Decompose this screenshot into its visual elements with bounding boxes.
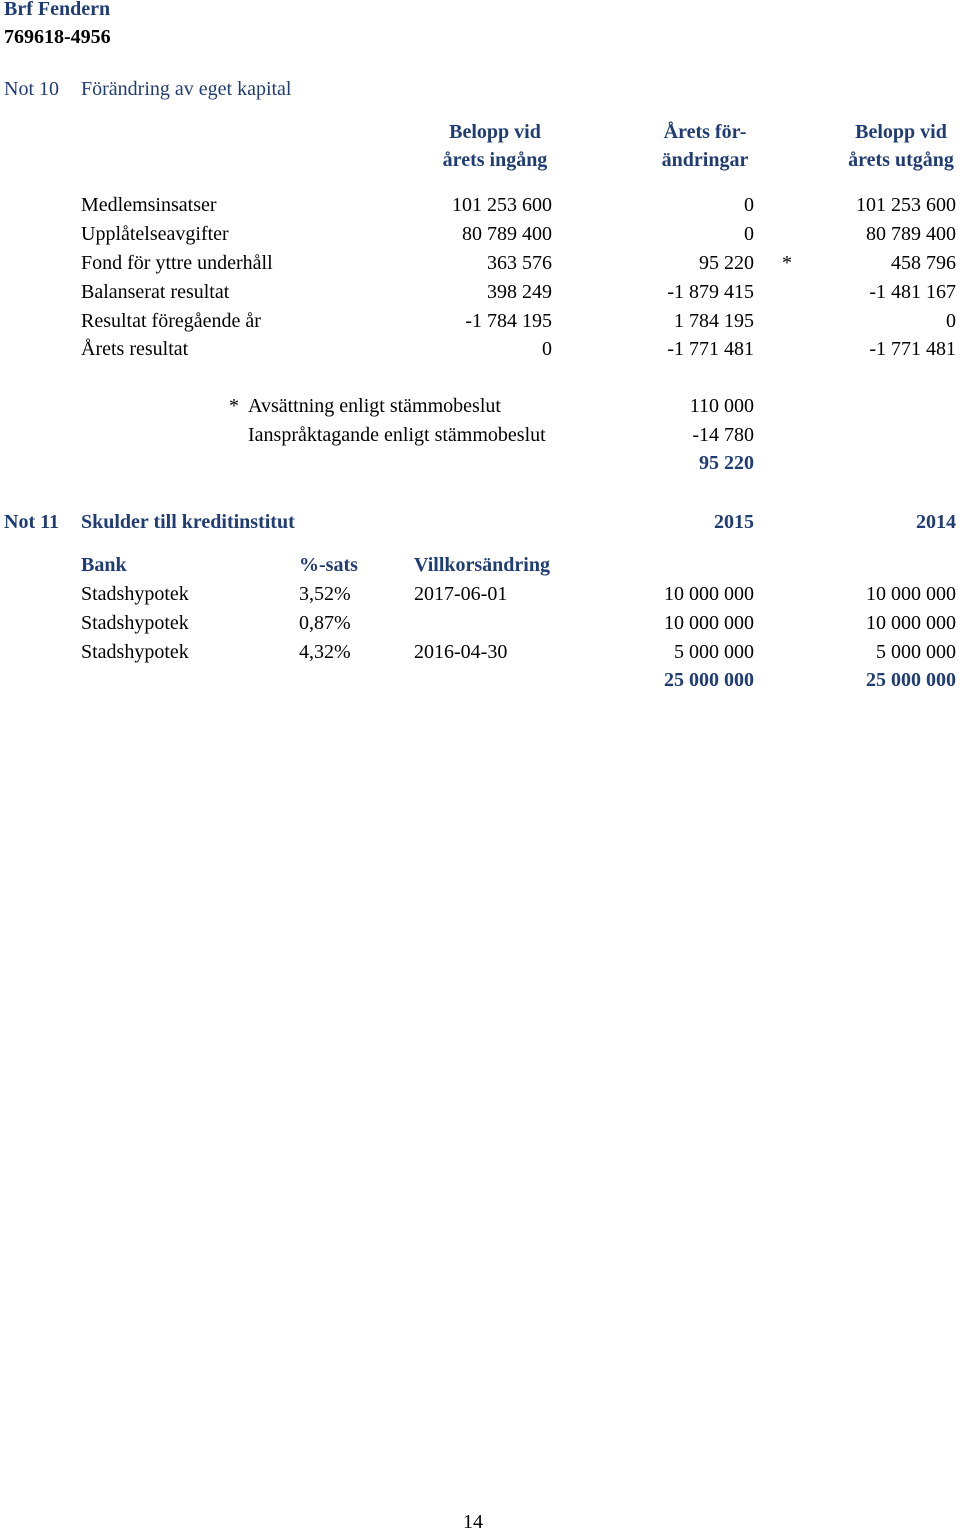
closing-value: 458 796 [891, 252, 956, 274]
opening-value: -1 784 195 [465, 310, 552, 332]
amount-year-2: 10 000 000 [866, 612, 956, 634]
row-label: Årets resultat [81, 338, 189, 360]
column-header-rate: %-sats [299, 554, 358, 576]
closing-value: -1 481 167 [869, 281, 956, 303]
footnote-total: 95 220 [699, 452, 754, 474]
interest-rate: 0,87% [299, 612, 351, 634]
interest-rate: 4,32% [299, 641, 351, 663]
org-number: 769618-4956 [4, 26, 111, 48]
opening-value: 80 789 400 [462, 223, 552, 245]
opening-value: 398 249 [487, 281, 552, 303]
change-value: 0 [744, 223, 754, 245]
footnote-value: 110 000 [689, 395, 754, 417]
opening-value: 0 [542, 338, 552, 360]
column-header-opening: Belopp vid årets ingång [442, 121, 548, 171]
row-label: Fond för yttre underhåll [81, 252, 273, 274]
change-value: -1 879 415 [667, 281, 754, 303]
total-year-1: 25 000 000 [664, 669, 754, 691]
row-label: Balanserat resultat [81, 281, 230, 303]
closing-value: -1 771 481 [869, 338, 956, 360]
term-date: 2016-04-30 [414, 641, 508, 663]
closing-value: 101 253 600 [856, 194, 956, 216]
column-header-change: Årets för- ändringar [661, 121, 749, 171]
total-year-2: 25 000 000 [866, 669, 956, 691]
footnote-marker: * [782, 252, 792, 274]
amount-year-1: 5 000 000 [674, 641, 754, 663]
footnote-marker: * [229, 395, 239, 417]
bank-name: Stadshypotek [81, 641, 189, 663]
row-label: Medlemsinsatser [81, 194, 217, 216]
footnote-label: Avsättning enligt stämmobeslut [248, 395, 501, 417]
amount-year-1: 10 000 000 [664, 583, 754, 605]
column-header-year-1: 2015 [714, 511, 754, 533]
footnote-label: Ianspråktagande enligt stämmobeslut [248, 424, 546, 446]
amount-year-2: 10 000 000 [866, 583, 956, 605]
note-10-number: Not 10 [4, 78, 59, 100]
opening-value: 101 253 600 [452, 194, 552, 216]
note-11-title: Skulder till kreditinstitut [81, 511, 295, 533]
page-number: 14 [463, 1511, 483, 1533]
amount-year-1: 10 000 000 [664, 612, 754, 634]
org-name: Brf Fendern [4, 0, 111, 20]
interest-rate: 3,52% [299, 583, 351, 605]
change-value: 95 220 [699, 252, 754, 274]
note-11-number: Not 11 [4, 511, 59, 533]
change-value: -1 771 481 [667, 338, 754, 360]
row-label: Upplåtelseavgifter [81, 223, 229, 245]
closing-value: 0 [946, 310, 956, 332]
change-value: 1 784 195 [674, 310, 754, 332]
bank-name: Stadshypotek [81, 583, 189, 605]
column-header-year-2: 2014 [916, 511, 956, 533]
amount-year-2: 5 000 000 [876, 641, 956, 663]
bank-name: Stadshypotek [81, 612, 189, 634]
closing-value: 80 789 400 [866, 223, 956, 245]
row-label: Resultat föregående år [81, 310, 261, 332]
footnote-value: -14 780 [692, 424, 754, 446]
note-10-title: Förändring av eget kapital [81, 78, 292, 100]
change-value: 0 [744, 194, 754, 216]
column-header-term: Villkorsändring [414, 554, 550, 576]
column-header-closing: Belopp vid årets utgång [848, 121, 954, 171]
term-date: 2017-06-01 [414, 583, 508, 605]
opening-value: 363 576 [487, 252, 552, 274]
column-header-bank: Bank [81, 554, 127, 576]
